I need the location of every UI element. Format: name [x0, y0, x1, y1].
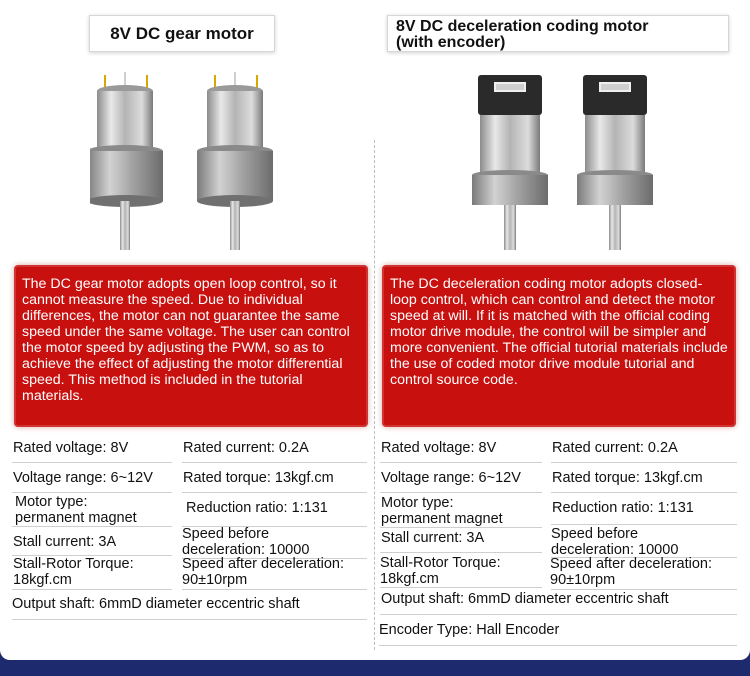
spec-underline: [12, 462, 172, 463]
right-output-shaft: Output shaft: 6mmD diameter eccentric shaft: [381, 591, 669, 607]
right-speed-before-value: deceleration: 10000: [551, 542, 679, 558]
right-stall-current: Stall current: 3A: [381, 530, 485, 546]
spec-underline: [182, 589, 367, 590]
left-voltage-range: Voltage range: 6~12V: [13, 470, 153, 486]
left-output-shaft: Output shaft: 6mmD diameter eccentric shaft: [12, 596, 300, 612]
left-stall-torque-value: 18kgf.cm: [13, 572, 72, 588]
left-rated-current: Rated current: 0.2A: [183, 440, 309, 456]
spec-underline: [182, 462, 367, 463]
spec-underline: [12, 492, 172, 493]
right-rated-current: Rated current: 0.2A: [552, 440, 678, 456]
spec-underline: [380, 492, 542, 493]
left-rated-torque: Rated torque: 13kgf.cm: [183, 470, 334, 486]
left-reduction-ratio: Reduction ratio: 1:131: [186, 500, 328, 516]
title-gear-motor: [89, 15, 275, 52]
gear-motor-unit-a: [90, 72, 163, 250]
spec-underline: [551, 492, 737, 493]
spec-underline: [551, 524, 737, 525]
title-coding-motor: [387, 15, 729, 52]
right-speed-after-label: Speed after deceleration:: [550, 556, 713, 572]
title-coding-motor-line2: (with encoder): [396, 34, 506, 51]
spec-underline: [12, 589, 172, 590]
left-speed-before-value: deceleration: 10000: [182, 542, 310, 558]
spec-underline: [551, 462, 737, 463]
spec-underline: [12, 619, 367, 620]
spec-underline: [182, 492, 367, 493]
encoder-motor-unit-a: [472, 75, 548, 250]
column-divider: [374, 140, 375, 650]
left-motor-type-label: Motor type:: [15, 494, 88, 510]
right-stall-torque-label: Stall-Rotor Torque:: [380, 555, 501, 571]
left-stall-torque-label: Stall-Rotor Torque:: [13, 556, 134, 572]
right-voltage-range: Voltage range: 6~12V: [381, 470, 521, 486]
right-speed-before-label: Speed before: [551, 526, 639, 542]
title-gear-motor-text: 8V DC gear motor: [110, 23, 254, 43]
left-speed-before-label: Speed before: [182, 526, 270, 542]
left-stall-current: Stall current: 3A: [13, 534, 117, 550]
right-reduction-ratio: Reduction ratio: 1:131: [552, 500, 694, 516]
encoder-motor-image: [460, 60, 680, 260]
gear-motor-unit-b: [197, 72, 273, 250]
right-encoder-type: Encoder Type: Hall Encoder: [379, 622, 560, 638]
coding-motor-description: The DC deceleration coding motor adopts closed-loop control, which can control and detect the motor speed at will. If it is matched with the official coding motor drive module, the control will be simpler and more convenient. The official tutorial materials include the use of coded motor drive module tutorial and control source code.: [382, 265, 736, 427]
left-speed-after-label: Speed after deceleration:: [182, 556, 345, 572]
right-rated-voltage: Rated voltage: 8V: [381, 440, 497, 456]
spec-underline: [12, 526, 172, 527]
spec-underline: [380, 587, 542, 588]
gear-motor-description: The DC gear motor adopts open loop control, so it cannot measure the speed. Due to individual differences, the motor can not guarantee the same speed under the same voltage. The user can control the motor speed by adjusting the PWM, so as to achieve the effect of adjusting the motor differential speed. This method is included in the tutorial materials.: [14, 265, 368, 427]
left-rated-voltage: Rated voltage: 8V: [13, 440, 129, 456]
right-motor-type-label: Motor type:: [381, 495, 454, 511]
left-speed-after-value: 90±10rpm: [182, 572, 248, 588]
left-motor-type-value: permanent magnet: [15, 510, 137, 526]
right-rated-torque: Rated torque: 13kgf.cm: [552, 470, 703, 486]
gear-motor-image: [90, 60, 280, 260]
right-speed-after-value: 90±10rpm: [550, 572, 616, 588]
spec-underline: [380, 527, 542, 528]
spec-underline: [380, 614, 737, 615]
right-stall-torque-value: 18kgf.cm: [380, 571, 439, 587]
encoder-motor-unit-b: [577, 75, 653, 250]
spec-underline: [380, 462, 542, 463]
spec-underline: [380, 552, 542, 553]
right-motor-type-value: permanent magnet: [381, 511, 503, 527]
spec-underline: [379, 645, 737, 646]
title-coding-motor-line1: 8V DC deceleration coding motor: [396, 18, 649, 35]
spec-underline: [551, 589, 737, 590]
